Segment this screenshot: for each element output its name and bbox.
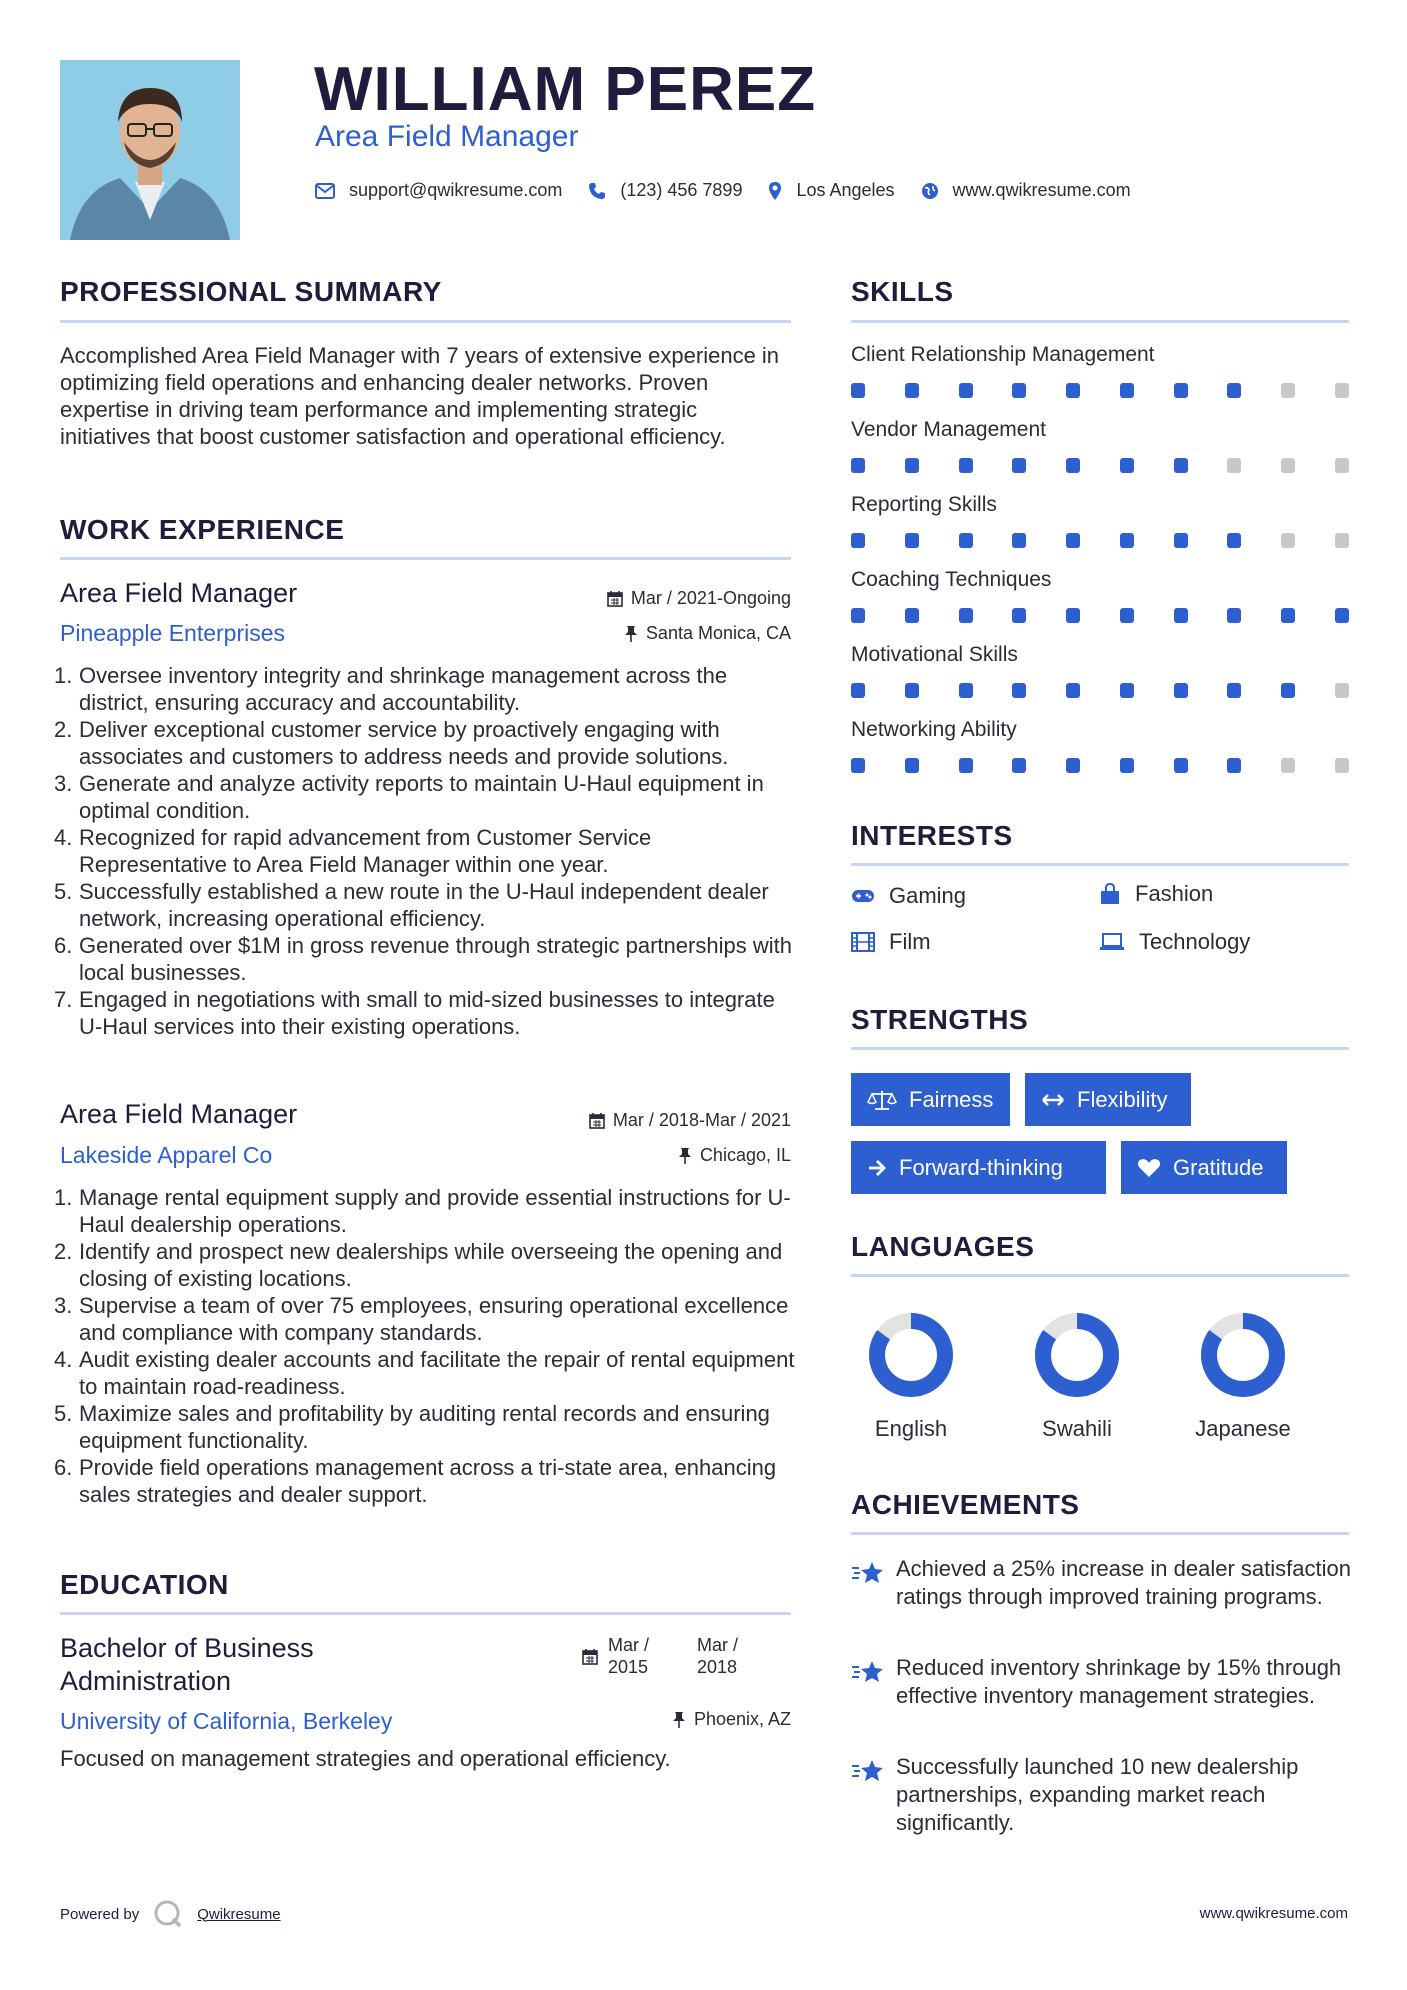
skill-dot-filled: [1174, 383, 1188, 398]
skill-dot-filled: [1120, 383, 1134, 398]
experience-heading: WORK EXPERIENCE: [60, 514, 345, 545]
job-dates-text: Mar / 2018-Mar / 2021: [612, 1110, 791, 1130]
skills-divider: [851, 320, 1349, 323]
contact-bar: [315, 180, 1157, 201]
strength-tag: [851, 1141, 1106, 1194]
skill-dot-filled: [1012, 533, 1026, 548]
education-start-date: Mar / 2015: [608, 1635, 650, 1677]
skill-dot-filled: [1120, 758, 1134, 773]
shooting-star-icon: [851, 1559, 885, 1585]
skill-dot-filled: [851, 458, 865, 473]
skill-dot-filled: [851, 683, 865, 698]
language-donut: [1034, 1312, 1120, 1398]
interest-label: Technology: [1139, 929, 1251, 954]
skill-name: Networking Ability: [851, 718, 1017, 741]
achievement-item: [851, 1654, 1351, 1710]
shooting-star-icon: [851, 1658, 885, 1684]
footer-powered-by: [60, 1899, 281, 1929]
interest-item: [851, 883, 966, 909]
skill-rating: [851, 383, 1349, 399]
skill-name: Coaching Techniques: [851, 568, 1052, 591]
experience-divider: [60, 557, 791, 560]
achievement-text: Successfully launched 10 new dealership partnerships, expanding market reach significantly.: [896, 1754, 1299, 1835]
skill-name: Motivational Skills: [851, 643, 1018, 666]
strengths-divider: [851, 1047, 1349, 1050]
arrows-horizontal-icon: [1041, 1093, 1065, 1107]
contact-phone[interactable]: [588, 180, 742, 201]
job-company: Pineapple Enterprises: [60, 620, 286, 646]
gamepad-icon: [851, 888, 875, 904]
language-name: Swahili: [1042, 1416, 1112, 1441]
bullet-item: 6. Generated over $1M in gross revenue through strategic partnerships with local businesses.: [54, 933, 792, 985]
skill-dot-filled: [905, 458, 919, 473]
bullet-item: 2. Deliver exceptional customer service by proactively engaging with associates and customers to address needs and provide solutions.: [54, 717, 729, 769]
contact-email[interactable]: [315, 180, 562, 201]
education-description: Focused on management strategies and operational efficiency.: [60, 1746, 671, 1771]
skill-dot-filled: [1174, 758, 1188, 773]
candidate-title: Area Field Manager: [315, 120, 579, 153]
globe-icon: [921, 182, 939, 200]
education-heading: EDUCATION: [60, 1569, 229, 1600]
job-dates: [607, 588, 791, 609]
interest-label: Fashion: [1135, 881, 1214, 906]
degree-title: [60, 1632, 314, 1698]
bullet-item: 5. Successfully established a new route in the U-Haul independent dealer network, increasing operational efficiency.: [54, 879, 769, 931]
achievements-heading: ACHIEVEMENTS: [851, 1489, 1080, 1520]
education-location: [672, 1709, 791, 1730]
skill-dot-filled: [905, 383, 919, 398]
education-end-date: Mar / 2018: [697, 1635, 739, 1677]
skill-dot-filled: [851, 533, 865, 548]
skill-dot-filled: [905, 533, 919, 548]
summary-divider: [60, 320, 791, 323]
skill-dot-empty: [1227, 458, 1241, 473]
skill-dot-empty: [1335, 458, 1349, 473]
skill-dot-filled: [1066, 383, 1080, 398]
skill-dot-empty: [1335, 533, 1349, 548]
summary-text: Accomplished Area Field Manager with 7 years of extensive experience in optimizing field operations and enhancing dealer networks. Proven expertise in driving team performance and implementing strategic initiatives that boost customer satisfaction and operational efficiency.: [60, 343, 780, 449]
footer-url[interactable]: www.qwikresume.com: [1199, 1905, 1348, 1922]
skill-dot-filled: [1012, 683, 1026, 698]
education-divider: [60, 1612, 791, 1615]
skill-dot-filled: [905, 608, 919, 623]
skill-dot-filled: [959, 758, 973, 773]
balance-scale-icon: [867, 1089, 897, 1111]
pushpin-icon: [624, 625, 638, 643]
skill-dot-filled: [1120, 533, 1134, 548]
achievement-item: [851, 1555, 1351, 1611]
skill-rating: [851, 608, 1349, 624]
strengths-heading: STRENGTHS: [851, 1004, 1029, 1035]
languages-divider: [851, 1274, 1349, 1277]
contact-phone-text: (123) 456 7899: [620, 180, 743, 200]
skill-dot-filled: [959, 533, 973, 548]
job-bullets: [54, 662, 795, 1040]
summary-heading: PROFESSIONAL SUMMARY: [60, 276, 442, 307]
skill-dot-filled: [1227, 533, 1241, 548]
interest-item: [1099, 929, 1250, 955]
strength-label: Gratitude: [1173, 1154, 1264, 1180]
skill-rating: [851, 683, 1349, 699]
skill-dot-filled: [1227, 683, 1241, 698]
skill-dot-filled: [1066, 758, 1080, 773]
skill-dot-filled: [1120, 608, 1134, 623]
strength-tag: [1121, 1141, 1287, 1194]
skill-dot-filled: [1227, 383, 1241, 398]
skill-dot-empty: [1335, 383, 1349, 398]
map-marker-icon: [768, 181, 782, 201]
footer-brand-link[interactable]: Qwikresume: [197, 1905, 281, 1923]
skill-dot-empty: [1281, 758, 1295, 773]
strength-label: Fairness: [909, 1086, 994, 1112]
job-bullets: [54, 1184, 795, 1508]
skill-rating: [851, 533, 1349, 549]
skill-dot-filled: [1120, 458, 1134, 473]
job-company: Lakeside Apparel Co: [60, 1142, 273, 1168]
skill-dot-filled: [1281, 683, 1295, 698]
skill-dot-filled: [905, 683, 919, 698]
language-donut: [868, 1312, 954, 1398]
pushpin-icon: [678, 1147, 692, 1165]
achievement-text: Achieved a 25% increase in dealer satisfaction ratings through improved training programs.: [896, 1556, 1351, 1609]
skill-dot-empty: [1281, 383, 1295, 398]
contact-website[interactable]: [921, 180, 1131, 201]
job-dates-text: Mar / 2021-Ongoing: [630, 588, 791, 608]
bullet-item: 3. Supervise a team of over 75 employees, ensuring operational excellence and compliance with company standards.: [54, 1293, 789, 1345]
envelope-icon: [315, 183, 335, 199]
school-name: University of California, Berkeley: [60, 1708, 393, 1734]
job-title: Area Field Manager: [60, 1099, 298, 1129]
phone-icon: [588, 182, 606, 200]
job-location-text: Santa Monica, CA: [645, 623, 791, 643]
bullet-item: 6. Provide field operations management across a tri-state area, enhancing sales strategies and dealer support.: [54, 1455, 777, 1507]
skill-dot-empty: [1281, 458, 1295, 473]
skill-dot-filled: [959, 458, 973, 473]
shooting-star-icon: [851, 1757, 885, 1783]
film-icon: [851, 932, 875, 952]
skill-dot-filled: [851, 758, 865, 773]
languages-heading: LANGUAGES: [851, 1231, 1035, 1262]
skill-dot-filled: [1012, 383, 1026, 398]
achievement-text: Reduced inventory shrinkage by 15% through effective inventory management strategies.: [896, 1655, 1342, 1708]
candidate-name: WILLIAM PEREZ: [314, 55, 817, 124]
arrow-right-icon: [867, 1159, 887, 1177]
job-location: [624, 623, 791, 644]
education-calendar: [582, 1648, 598, 1670]
skill-dot-filled: [1174, 683, 1188, 698]
skill-dot-filled: [959, 608, 973, 623]
interests-heading: INTERESTS: [851, 820, 1013, 851]
education-location-text: Phoenix, AZ: [693, 1709, 791, 1729]
job-location-text: Chicago, IL: [699, 1145, 791, 1165]
skills-heading: SKILLS: [851, 276, 954, 307]
laptop-icon: [1099, 933, 1125, 951]
interest-label: Gaming: [889, 883, 967, 908]
bullet-item: 1. Oversee inventory integrity and shrinkage management across the district, ensuring accuracy and accountability.: [54, 663, 728, 715]
language-donut: [1200, 1312, 1286, 1398]
skill-dot-filled: [1335, 608, 1349, 623]
skill-dot-filled: [1066, 683, 1080, 698]
interests-divider: [851, 863, 1349, 866]
skill-dot-filled: [1066, 608, 1080, 623]
bullet-item: 2. Identify and prospect new dealerships while overseeing the opening and closing of existing locations.: [54, 1239, 783, 1291]
skill-dot-filled: [1227, 608, 1241, 623]
skill-dot-filled: [959, 683, 973, 698]
skill-dot-filled: [959, 383, 973, 398]
skill-dot-filled: [1227, 758, 1241, 773]
contact-location: [768, 180, 894, 201]
skill-dot-filled: [1281, 608, 1295, 623]
skill-name: Vendor Management: [851, 418, 1046, 441]
skill-dot-filled: [1066, 458, 1080, 473]
language-name: English: [874, 1416, 948, 1441]
skill-name: Client Relationship Management: [851, 343, 1155, 366]
skill-rating: [851, 458, 1349, 474]
calendar-icon: [582, 1648, 598, 1665]
skill-name: Reporting Skills: [851, 493, 997, 516]
strength-label: Flexibility: [1077, 1086, 1168, 1112]
interest-label: Film: [889, 929, 931, 954]
shopping-bag-icon: [1099, 883, 1121, 905]
strength-label: Forward-thinking: [899, 1154, 1063, 1180]
skill-dot-filled: [1012, 758, 1026, 773]
skill-dot-filled: [851, 383, 865, 398]
skill-dot-filled: [1120, 683, 1134, 698]
job-dates: [589, 1110, 791, 1131]
qwikresume-logo-icon: [153, 1899, 183, 1929]
degree-line-2: Administration: [60, 1666, 232, 1696]
calendar-icon: [589, 1112, 605, 1129]
interest-item: [1099, 881, 1213, 907]
pushpin-icon: [672, 1711, 686, 1729]
skill-dot-filled: [1012, 608, 1026, 623]
job-location: [678, 1145, 791, 1166]
heart-icon: [1137, 1158, 1161, 1178]
skill-dot-empty: [1335, 683, 1349, 698]
skill-dot-filled: [1174, 608, 1188, 623]
skill-dot-filled: [851, 608, 865, 623]
skill-dot-empty: [1335, 758, 1349, 773]
skill-dot-filled: [1066, 533, 1080, 548]
bullet-item: 4. Recognized for rapid advancement from Customer Service Representative to Area Field Manager within one year.: [54, 825, 652, 877]
bullet-item: 3. Generate and analyze activity reports to maintain U-Haul equipment in optimal condition.: [54, 771, 764, 823]
bullet-item: 4. Audit existing dealer accounts and facilitate the repair of rental equipment to maintain road-readiness.: [54, 1347, 795, 1399]
contact-location-text: Los Angeles: [796, 180, 895, 200]
skill-dot-filled: [1174, 458, 1188, 473]
calendar-icon: [607, 590, 623, 607]
contact-email-text: support@qwikresume.com: [349, 180, 563, 200]
skill-dot-filled: [1174, 533, 1188, 548]
bullet-item: 5. Maximize sales and profitability by auditing rental records and ensuring equipment functionality.: [54, 1401, 770, 1453]
bullet-item: 1. Manage rental equipment supply and provide essential instructions for U-Haul dealership operations.: [54, 1185, 791, 1237]
contact-website-text: www.qwikresume.com: [952, 180, 1131, 200]
degree-line-1: Bachelor of Business: [60, 1633, 314, 1663]
bullet-item: 7. Engaged in negotiations with small to mid-sized businesses to integrate U-Haul services into their existing operations.: [54, 987, 775, 1039]
achievement-item: [851, 1753, 1351, 1837]
profile-photo: [60, 60, 240, 240]
powered-by-label: Powered by: [60, 1905, 140, 1923]
strength-tag: [1025, 1073, 1191, 1126]
skill-rating: [851, 758, 1349, 774]
skill-dot-filled: [1012, 458, 1026, 473]
job-title: Area Field Manager: [60, 578, 298, 608]
skill-dot-empty: [1281, 533, 1295, 548]
skill-dot-filled: [905, 758, 919, 773]
achievements-divider: [851, 1532, 1349, 1535]
interest-item: [851, 929, 931, 955]
strength-tag: [851, 1073, 1010, 1126]
language-name: Japanese: [1195, 1416, 1291, 1441]
